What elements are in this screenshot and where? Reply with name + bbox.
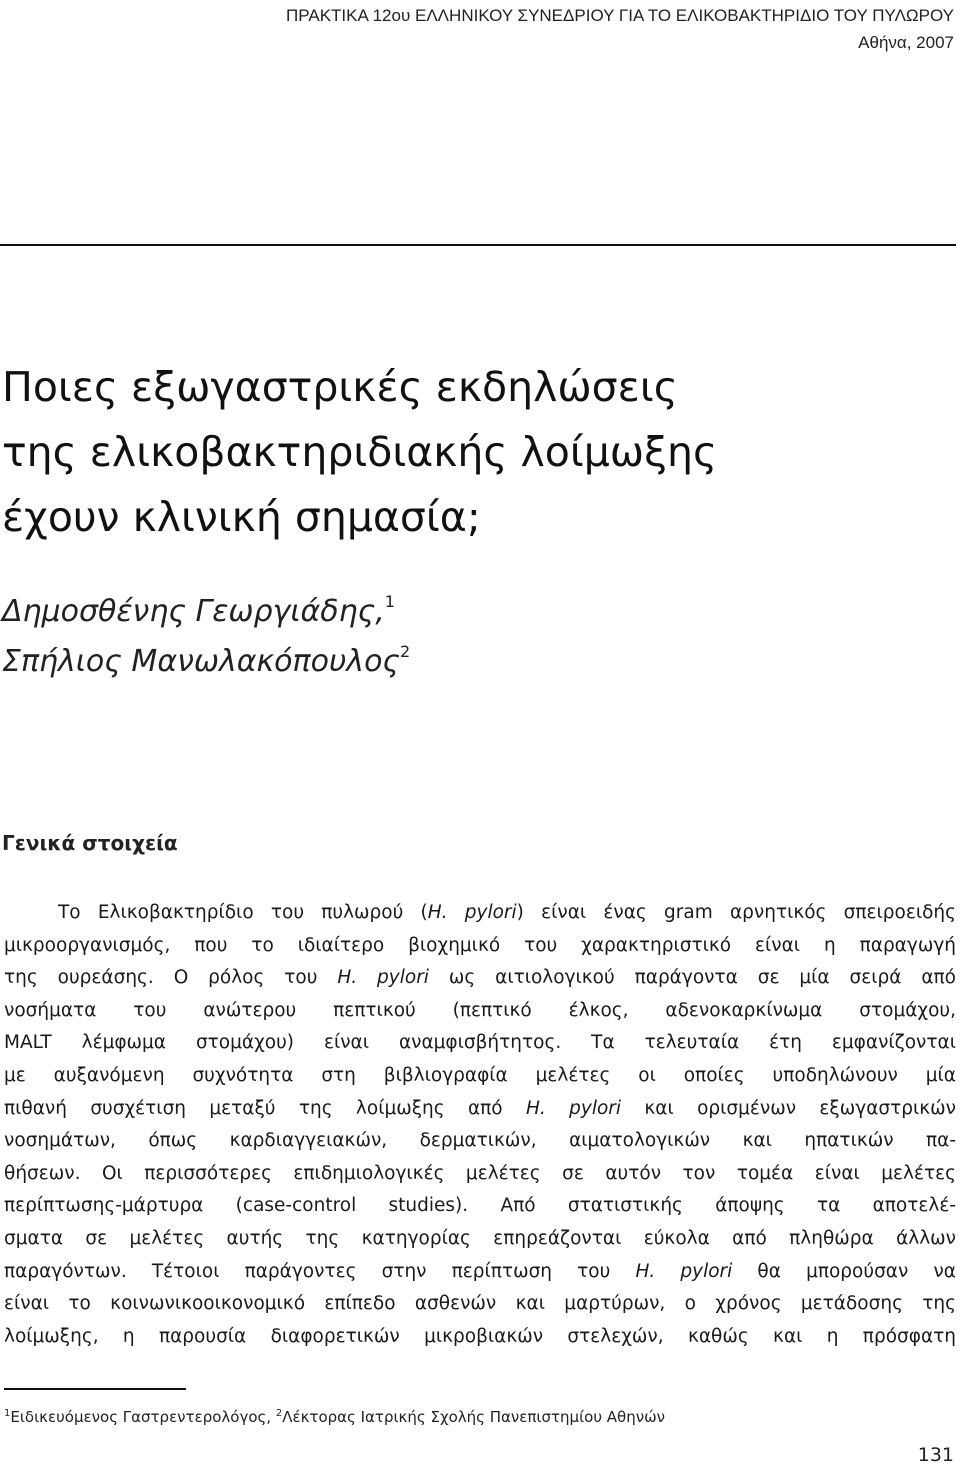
footnote-affiliation-2: Λέκτορας Ιατρικής Σχολής Πανεπιστημίου Αθηνών bbox=[282, 1408, 666, 1426]
footnote-mark-2: 2 bbox=[275, 1408, 283, 1419]
running-header-date: Αθήνα, 2007 bbox=[858, 33, 954, 52]
body-line-5: MALT λέμφωμα στομάχου) είναι αναμφισβήτητος. Τα τελευταία έτη εμφανίζονται bbox=[4, 1032, 956, 1054]
species-name: H. pylori bbox=[427, 902, 517, 923]
species-name: H. pylori bbox=[635, 1260, 733, 1282]
body-line-8: νοσημάτων, όπως καρδιαγγειακών, δερματικών, αιματολογικών και ηπατικών πα- bbox=[4, 1130, 956, 1152]
body-text-span: και ορισμένων εξωγαστρικών bbox=[621, 1097, 956, 1119]
title-line-3: έχουν κλινική σημασία; bbox=[2, 493, 481, 541]
body-line-13: είναι το κοινωνικοοικονομικό επίπεδο ασθενών και μαρτύρων, ο χρόνος μετάδοσης της bbox=[4, 1293, 956, 1315]
author-2 bbox=[2, 637, 410, 687]
title-line-1: Ποιες εξωγαστρικές εκδηλώσεις bbox=[2, 363, 678, 411]
body-line-7 bbox=[4, 1093, 956, 1126]
footnote-divider bbox=[4, 1388, 186, 1390]
body-text-span: παραγόντων. Τέτοιοι παράγοντες στην περίπτωση του bbox=[4, 1260, 636, 1282]
footnote-affiliation-1: Ειδικευόμενος Γαστρεντερολόγος, bbox=[10, 1408, 276, 1426]
footnote-mark-1: 1 bbox=[4, 1408, 11, 1419]
species-name: H. pylori bbox=[337, 967, 429, 989]
body-text-span: ) είναι ένας gram αρνητικός σπειροειδής bbox=[516, 902, 956, 923]
body-line-12 bbox=[4, 1256, 956, 1289]
body-text-span: Το Ελικοβακτηρίδιο του πυλωρού ( bbox=[58, 902, 428, 923]
page-number: 131 bbox=[917, 1444, 954, 1466]
article-title bbox=[2, 355, 952, 550]
author-1-affiliation-mark: 1 bbox=[384, 592, 395, 611]
body-line-3 bbox=[4, 962, 956, 995]
author-2-affiliation-mark: 2 bbox=[400, 642, 411, 661]
body-line-10: περίπτωσης-μάρτυρα (case-control studies). Από στατιστικής άποψης τα αποτελέ- bbox=[4, 1195, 956, 1217]
author-1-name: Δημοσθένης Γεωργιάδης, bbox=[2, 594, 385, 629]
running-header-title: ΠΡΑΚΤΙΚΑ 12ου ΕΛΛΗΝΙΚΟΥ ΣΥΝΕΔΡΙΟΥ ΓΙΑ ΤΟ ΕΛΙΚΟΒΑΚΤΗΡΙΔΙΟ ΤΟΥ ΠΥΛΩΡΟΥ bbox=[286, 6, 954, 25]
body-line-6: με αυξανόμενη συχνότητα στη βιβλιογραφία μελέτες οι οποίες υποδηλώνουν μία bbox=[4, 1064, 956, 1086]
running-header bbox=[286, 2, 954, 56]
author-2-name: Σπήλιος Μανωλακόπουλος bbox=[2, 644, 401, 679]
body-text-span: ως αιτιολογικού παράγοντα σε μία σειρά από bbox=[428, 967, 956, 989]
body-paragraph bbox=[4, 897, 956, 1353]
body-line-14: λοίμωξης, η παρουσία διαφορετικών μικροβιακών στελεχών, καθώς και η πρόσφατη bbox=[4, 1325, 956, 1347]
body-text-span: θα μπορούσαν να bbox=[732, 1260, 956, 1282]
body-line-11: σματα σε μελέτες αυτής της κατηγορίας επηρεάζονται εύκολα από πληθώρα άλλων bbox=[4, 1227, 956, 1249]
species-name: H. pylori bbox=[525, 1097, 622, 1119]
body-line-9: θήσεων. Οι περισσότερες επιδημιολογικές μελέτες σε αυτόν τον τομέα είναι μελέτες bbox=[4, 1162, 956, 1184]
author-list bbox=[2, 587, 410, 687]
title-line-2: της ελικοβακτηριδιακής λοίμωξης bbox=[2, 428, 718, 476]
body-line-4: νοσήματα του ανώτερου πεπτικού (πεπτικό έλκος, αδενοκαρκίνωμα στομάχου, bbox=[4, 999, 956, 1021]
author-1 bbox=[2, 587, 410, 637]
body-line-2: μικροοργανισμός, που το ιδιαίτερο βιοχημικό του χαρακτηριστικό είναι η παραγωγή bbox=[4, 934, 956, 956]
body-line-1 bbox=[4, 897, 956, 930]
section-heading: Γενικά στοιχεία bbox=[2, 831, 178, 855]
body-text-span: της ουρεάσης. Ο ρόλος του bbox=[4, 967, 338, 989]
body-text-span: πιθανή συσχέτιση μεταξύ της λοίμωξης από bbox=[4, 1097, 526, 1119]
footnote bbox=[4, 1406, 665, 1428]
header-divider bbox=[0, 244, 956, 246]
